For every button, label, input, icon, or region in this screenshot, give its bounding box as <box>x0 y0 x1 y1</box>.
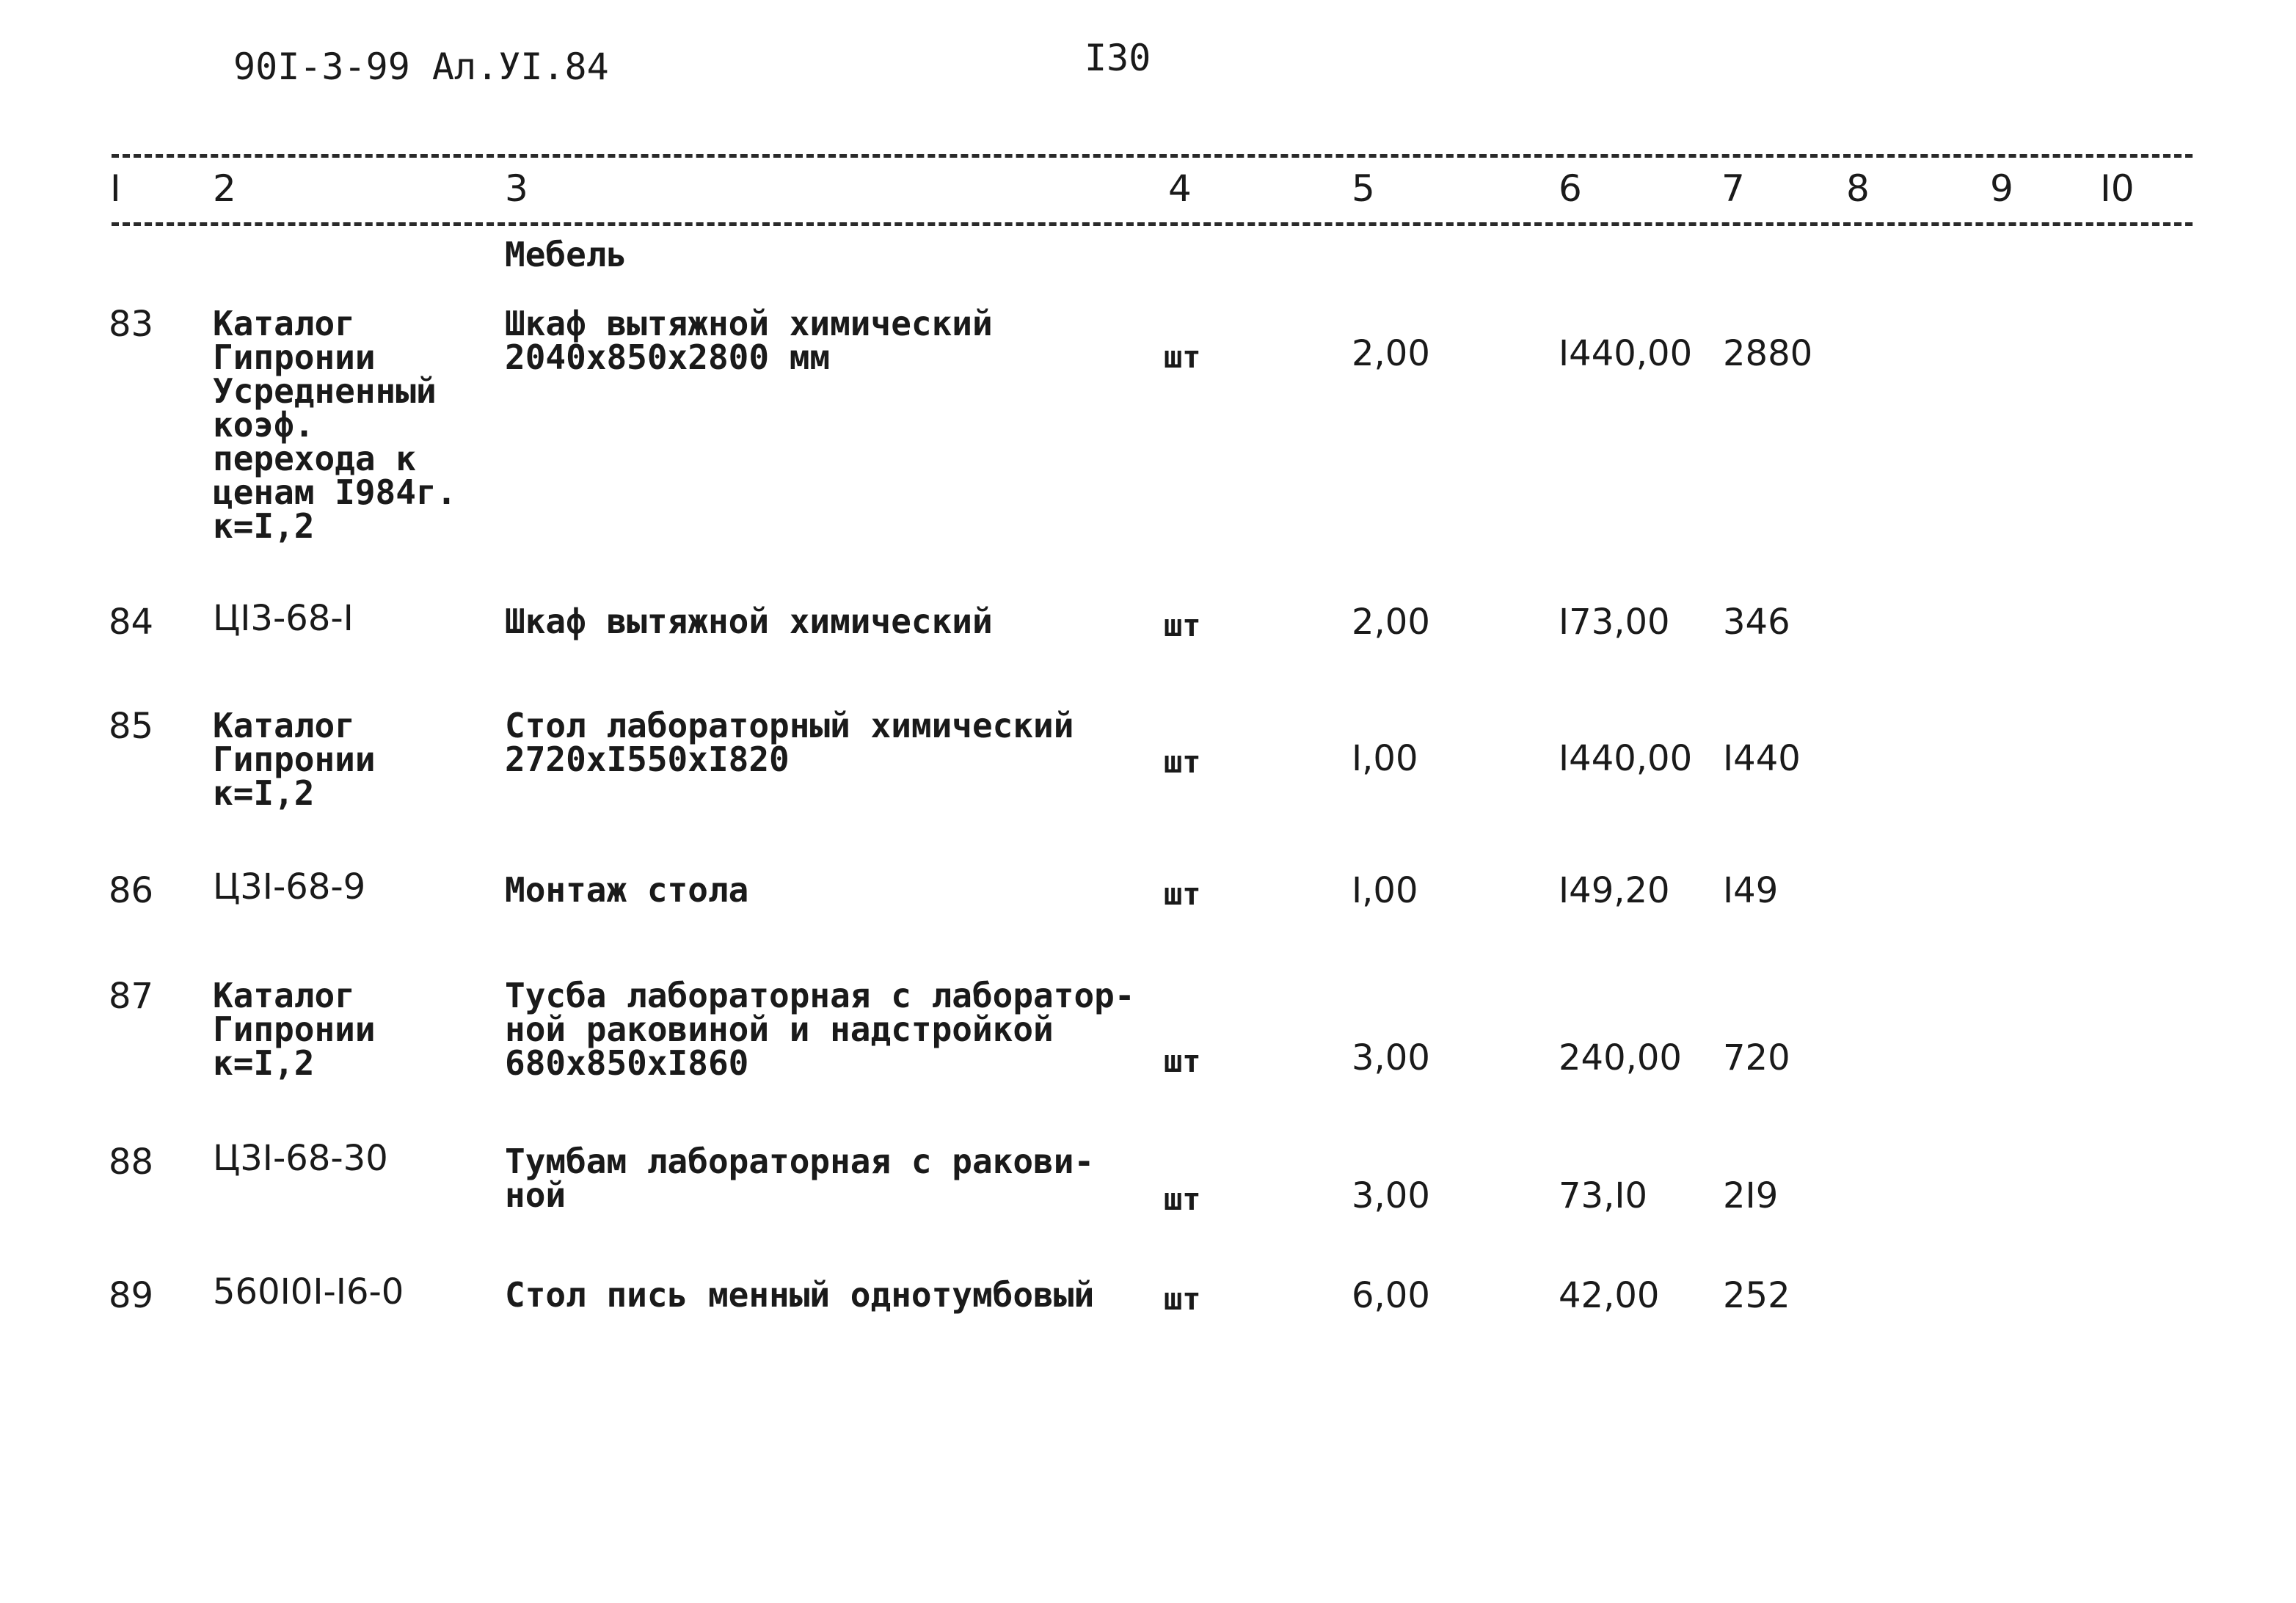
row-total: 252 <box>1723 1275 1790 1316</box>
header-rule-bottom <box>112 222 2193 226</box>
row-quantity: 3,00 <box>1352 1037 1430 1078</box>
row-number: 88 <box>109 1142 154 1183</box>
row-total: I440 <box>1723 738 1801 779</box>
row-total: I49 <box>1723 870 1779 911</box>
row-reference: Ц3I-68-30 <box>213 1138 388 1179</box>
row-reference: ЦI3-68-I <box>213 598 354 639</box>
row-number: 85 <box>109 706 154 747</box>
row-total: 2I9 <box>1723 1175 1779 1216</box>
row-reference: Каталог Гипронии к=I,2 <box>213 976 376 1083</box>
row-unit: шт <box>1164 744 1201 780</box>
row-price: I73,00 <box>1559 602 1670 643</box>
column-header-6: 6 <box>1559 167 1582 210</box>
row-name: Стол лабораторный химический 2720хI550хI820 <box>505 706 1074 779</box>
row-total: 2880 <box>1723 333 1813 374</box>
row-unit: шт <box>1164 339 1201 375</box>
column-header-4: 4 <box>1168 167 1192 210</box>
row-name: Тусба лабораторная с лаборатор- ной раковиной и надстройкой 680х850хI860 <box>505 976 1135 1083</box>
row-number: 83 <box>109 304 154 345</box>
row-quantity: 2,00 <box>1352 333 1430 374</box>
row-number: 87 <box>109 976 154 1017</box>
column-header-7: 7 <box>1721 167 1745 210</box>
row-price: I49,20 <box>1559 870 1670 911</box>
row-quantity: 3,00 <box>1352 1175 1430 1216</box>
column-header-9: 9 <box>1990 167 2013 210</box>
row-price: I440,00 <box>1559 333 1693 374</box>
row-name: Тумбам лабораторная с ракови- ной <box>505 1142 1095 1215</box>
row-reference: Каталог Гипронии Усредненный коэф. перехода к ценам I984г. к=I,2 <box>213 304 457 546</box>
column-header-5: 5 <box>1352 167 1375 210</box>
row-quantity: I,00 <box>1352 738 1418 779</box>
header-rule-top <box>112 154 2193 158</box>
row-unit: шт <box>1164 876 1201 912</box>
row-name: Шкаф вытяжной химический <box>505 602 993 641</box>
row-number: 86 <box>109 870 154 911</box>
column-header-1: I <box>110 167 121 210</box>
section-title: Мебель <box>505 235 627 274</box>
page-number: I30 <box>1085 37 1151 79</box>
row-name: Шкаф вытяжной химический 2040х850х2800 мм <box>505 304 993 377</box>
row-unit: шт <box>1164 1281 1201 1317</box>
row-quantity: 2,00 <box>1352 602 1430 643</box>
row-quantity: 6,00 <box>1352 1275 1430 1316</box>
column-header-2: 2 <box>213 167 236 210</box>
column-header-3: 3 <box>505 167 528 210</box>
row-total: 720 <box>1723 1037 1790 1078</box>
document-code: 90I-3-99 Ал.УI.84 <box>233 45 609 88</box>
column-header-8: 8 <box>1846 167 1870 210</box>
row-number: 89 <box>109 1275 154 1316</box>
row-reference: Каталог Гипронии к=I,2 <box>213 706 376 813</box>
row-price: 73,I0 <box>1559 1175 1648 1216</box>
row-price: I440,00 <box>1559 738 1693 779</box>
row-reference: Ц3I-68-9 <box>213 866 366 908</box>
row-total: 346 <box>1723 602 1790 643</box>
row-quantity: I,00 <box>1352 870 1418 911</box>
row-price: 240,00 <box>1559 1037 1682 1078</box>
row-unit: шт <box>1164 1181 1201 1217</box>
column-header-10: I0 <box>2100 167 2135 210</box>
row-price: 42,00 <box>1559 1275 1660 1316</box>
row-reference: 560I0I-I6-0 <box>213 1271 404 1312</box>
row-unit: шт <box>1164 607 1201 643</box>
row-name: Монтаж стола <box>505 870 749 910</box>
row-name: Стол пись менный однотумбовый <box>505 1275 1095 1315</box>
row-number: 84 <box>109 602 154 643</box>
row-unit: шт <box>1164 1043 1201 1079</box>
